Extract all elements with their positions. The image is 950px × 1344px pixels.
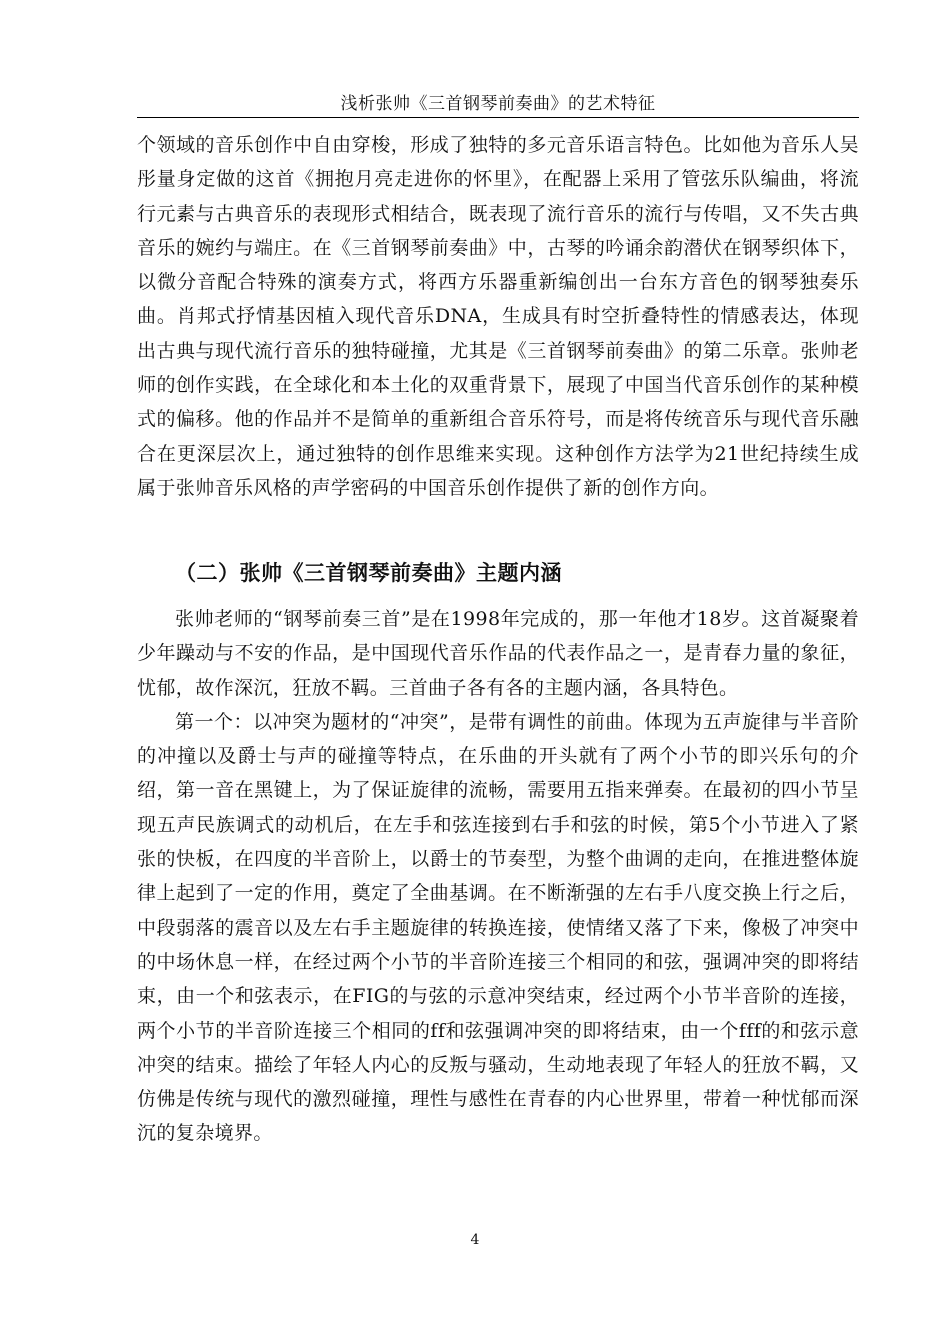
paragraph-first-piece: 第一个：以冲突为题材的“冲突”，是带有调性的前曲。体现为五声旋律与半音阶的冲撞以及爵士与声的碰撞等特点，在乐曲的开头就有了两个小节的即兴乐句的介绍，第一音在黑键上，为了保证旋律的流畅，需要用五指来弹奏。在最初的四小节呈现五声民族调式的动机后，在左手和弦连接到右手和弦的时候，第5个小节进入了紧张的快板，在四度的半音阶上，以爵士的节奏型，为整个曲调的走向，在推进整体旋律上起到了一定的作用，奠定了全曲基调。在不断渐强的左右手八度交换上行之后，中段弱落的震音以及左右手主题旋律的转换连接，使情绪又落了下来，像极了冲突中的中场休息一样，在经过两个小节的半音阶连接三个相同的和弦，强调冲突的即将结束，由一个和弦表示，在FIG的与弦的示意冲突结束，经过两个小节半音阶的连接，两个小节的半音阶连接三个相同的ff和弦强调冲突的即将结束，由一个fff的和弦示意冲突的结束。描绘了年轻人内心的反叛与骚动，生动地表现了年轻人的狂放不羁，又仿佛是传统与现代的激烈碰撞，理性与感性在青春的内心世界里，带着一种忧郁而深沉的复杂境界。 — [137, 710, 859, 1145]
body-text-theme — [137, 602, 859, 1151]
page-number: 4 — [470, 1232, 480, 1248]
section-heading: （二）张帅《三首钢琴前奏曲》主题内涵 — [175, 561, 562, 585]
running-header-title: 浅析张帅《三首钢琴前奏曲》的艺术特征 — [340, 94, 656, 114]
header-rule — [137, 117, 859, 118]
body-text-continuation — [137, 128, 859, 505]
paragraph-continuation: 个领域的音乐创作中自由穿梭，形成了独特的多元音乐语言特色。比如他为音乐人吴彤量身定做的这首《拥抱月亮走进你的怀里》，在配器上采用了管弦乐队编曲，将流行元素与古典音乐的表现形式相结合，既表现了流行音乐的流行与传唱，又不失古典音乐的婉约与端庄。在《三首钢琴前奏曲》中，古琴的吟诵余韵潜伏在钢琴织体下，以微分音配合特殊的演奏方式，将西方乐器重新编创出一台东方音色的钢琴独奏乐曲。肖邦式抒情基因植入现代音乐DNA，生成具有时空折叠特性的情感表达，体现出古典与现代流行音乐的独特碰撞，尤其是《三首钢琴前奏曲》的第二乐章。张帅老师的创作实践，在全球化和本土化的双重背景下，展现了中国当代音乐创作的某种模式的偏移。他的作品并不是简单的重新组合音乐符号，而是将传统音乐与现代音乐融合在更深层次上，通过独特的创作思维来实现。这种创作方法学为21世纪持续生成属于张帅音乐风格的声学密码的中国音乐创作提供了新的创作方向。 — [137, 134, 859, 499]
paragraph-intro: 张帅老师的“钢琴前奏三首”是在1998年完成的，那一年他才18岁。这首凝聚着少年躁动与不安的作品，是中国现代音乐作品的代表作品之一，是青春力量的象征，忧郁，故作深沉，狂放不羁。三首曲子各有各的主题内涵，各具特色。 — [137, 608, 859, 699]
